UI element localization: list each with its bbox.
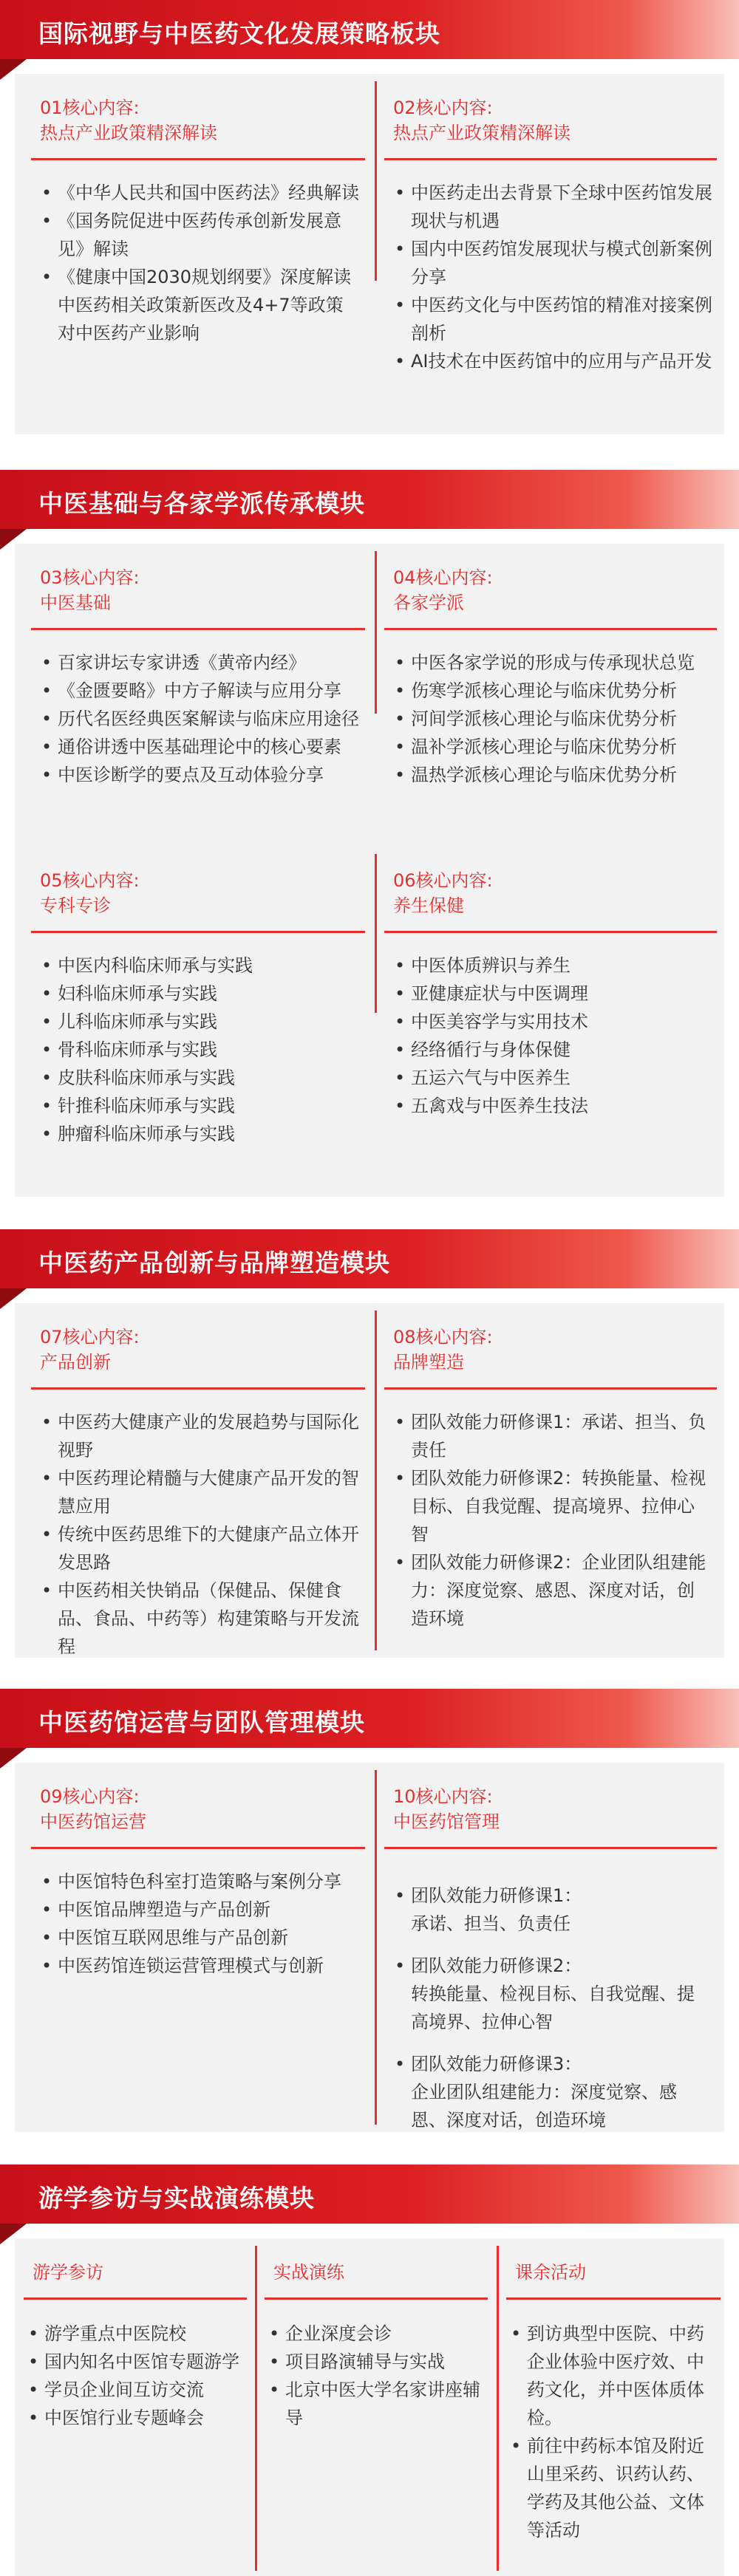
block-underline xyxy=(384,931,717,933)
list-item: • 游学重点中医院校 xyxy=(25,2320,247,2348)
block-underline xyxy=(506,2297,721,2300)
module-international-vision xyxy=(0,0,739,452)
block-number: 04核心内容: xyxy=(393,567,493,588)
module-header xyxy=(0,1689,739,1748)
list-item: • 河间学派核心理论与临床优势分析 xyxy=(392,705,717,733)
module-title: 中医基础与各家学派传承模块 xyxy=(38,489,365,518)
block-item-list xyxy=(38,1408,359,1661)
block-subtitle: 中医药馆管理 xyxy=(393,1811,500,1832)
list-item: • 《健康中国2030规划纲要》深度解读中医药相关政策新医改及4+7等政策对中医药产业影响 xyxy=(38,263,359,347)
block-number: 08核心内容: xyxy=(393,1327,493,1347)
list-item: • 儿科临床师承与实践 xyxy=(38,1008,359,1036)
block-subtitle: 热点产业政策精深解读 xyxy=(40,123,217,143)
block-subtitle: 产品创新 xyxy=(40,1352,111,1373)
block-number: 02核心内容: xyxy=(393,98,493,118)
list-item: • 五运六气与中医养生 xyxy=(392,1064,711,1092)
list-item: • 中医内科临床师承与实践 xyxy=(38,952,359,980)
block-subtitle: 品牌塑造 xyxy=(393,1352,464,1373)
block-underline xyxy=(31,628,365,630)
block-item-list xyxy=(508,2320,721,2544)
list-item: • 中医诊断学的要点及互动体验分享 xyxy=(38,761,362,789)
block-subtitle: 各家学派 xyxy=(393,592,464,613)
block-number: 10核心内容: xyxy=(393,1786,493,1807)
block-heading xyxy=(31,1311,365,1387)
list-item: • 团队效能力研修课3： 企业团队组建能力：深度觉察、感恩、深度对话，创造环境 xyxy=(392,2050,711,2134)
module-panel xyxy=(15,74,724,434)
block-subtitle: 中医基础 xyxy=(40,592,111,613)
block-item-list xyxy=(38,179,359,347)
block-underline xyxy=(384,158,717,160)
block-heading xyxy=(384,1311,717,1387)
list-item: • 企业深度会诊 xyxy=(266,2320,488,2348)
block-item-list xyxy=(392,1868,711,2148)
content-block-10 xyxy=(384,1770,717,2131)
block-item-list xyxy=(392,1408,711,1633)
list-item: • 伤寒学派核心理论与临床优势分析 xyxy=(392,677,717,705)
content-block-01 xyxy=(31,81,365,428)
list-item: • 团队效能力研修课1：承诺、担当、负责任 xyxy=(392,1408,711,1464)
block-number: 09核心内容: xyxy=(40,1786,140,1807)
block-number: 课余活动 xyxy=(515,2262,586,2283)
module-panel xyxy=(15,1303,724,1658)
content-block-07 xyxy=(31,1311,365,1657)
block-item-list xyxy=(392,649,717,789)
block-underline xyxy=(384,1387,717,1390)
block-item-list xyxy=(392,952,711,1120)
block-item-list xyxy=(25,2320,247,2432)
block-number: 游学参访 xyxy=(33,2262,103,2283)
block-item-list xyxy=(392,179,712,375)
block-heading xyxy=(384,854,717,931)
module-title: 游学参访与实战演练模块 xyxy=(38,2184,315,2213)
block-heading xyxy=(265,2246,488,2297)
block-number: 06核心内容: xyxy=(393,870,493,891)
list-item: • 五禽戏与中医养生技法 xyxy=(392,1092,711,1120)
block-heading xyxy=(384,1770,717,1847)
list-item: • 前往中药标本馆及附近山里采药、识药认药、学药及其他公益、文体等活动 xyxy=(508,2432,721,2544)
list-item: • 中医各家学说的形成与传承现状总览 xyxy=(392,649,717,677)
list-item: • 骨科临床师承与实践 xyxy=(38,1036,359,1064)
list-item: • 肿瘤科临床师承与实践 xyxy=(38,1120,359,1148)
column-divider xyxy=(375,1770,377,2125)
column-divider xyxy=(375,551,377,714)
list-item: • 中医馆品牌塑造与产品创新 xyxy=(38,1896,365,1924)
list-item: • AI技术在中医药馆中的应用与产品开发 xyxy=(392,347,712,375)
block-underline xyxy=(384,628,717,630)
block-number: 03核心内容: xyxy=(40,567,140,588)
list-item: • 温热学派核心理论与临床优势分析 xyxy=(392,761,717,789)
module-title: 中医药产品创新与品牌塑造模块 xyxy=(38,1248,390,1277)
list-item: • 通俗讲透中医基础理论中的核心要素 xyxy=(38,733,362,761)
list-item: • 学员企业间互访交流 xyxy=(25,2376,247,2404)
module-tcm-foundation xyxy=(0,470,739,1212)
list-item: • 中医药理论精髓与大健康产品开发的智慧应用 xyxy=(38,1464,359,1520)
module-study-tour xyxy=(0,2165,739,2576)
module-clinic-operations xyxy=(0,1689,739,2147)
list-item: • 妇科临床师承与实践 xyxy=(38,980,359,1008)
block-underline xyxy=(24,2297,247,2300)
module-title: 国际视野与中医药文化发展策略板块 xyxy=(38,19,440,48)
block-number: 07核心内容: xyxy=(40,1327,140,1347)
module-header xyxy=(0,0,739,59)
module-panel xyxy=(15,2238,724,2576)
block-heading xyxy=(384,81,717,158)
block-heading xyxy=(384,551,717,628)
block-heading xyxy=(31,81,365,158)
list-item: • 中医馆行业专题峰会 xyxy=(25,2404,247,2432)
content-block-09 xyxy=(31,1770,365,2125)
block-number: 实战演练 xyxy=(273,2262,344,2283)
column-divider xyxy=(255,2246,257,2571)
column-divider xyxy=(375,1311,377,1650)
list-item: • 中医美容学与实用技术 xyxy=(392,1008,711,1036)
block-number: 01核心内容: xyxy=(40,98,140,118)
list-item: • 百家讲坛专家讲透《黄帝内经》 xyxy=(38,649,362,677)
block-underline xyxy=(31,158,365,160)
block-subtitle: 专科专诊 xyxy=(40,895,111,916)
block-underline xyxy=(31,1847,365,1849)
module-header xyxy=(0,470,739,529)
content-block-02 xyxy=(384,81,717,428)
list-item: • 中医药走出去背景下全球中医药馆发展现状与机遇 xyxy=(392,179,712,235)
block-underline xyxy=(384,1847,717,1849)
block-heading xyxy=(506,2246,721,2297)
list-item: • 到访典型中医院、中药企业体验中医疗效、中药文化，并中医体质体检。 xyxy=(508,2320,721,2432)
block-underline xyxy=(31,931,365,933)
content-block-05 xyxy=(31,854,365,1186)
content-block-extracurricular xyxy=(506,2246,721,2571)
block-subtitle: 养生保健 xyxy=(393,895,464,916)
content-block-06 xyxy=(384,854,717,1186)
list-item: • 团队效能力研修课1： 承诺、担当、负责任 xyxy=(392,1882,711,1938)
block-heading xyxy=(31,854,365,931)
block-item-list xyxy=(38,952,359,1148)
list-item: • 团队效能力研修课2： 转换能量、检视目标、自我觉醒、提高境界、拉伸心智 xyxy=(392,1952,711,2036)
block-heading xyxy=(31,551,365,628)
block-underline xyxy=(265,2297,488,2300)
list-item: • 中医药文化与中医药馆的精准对接案例剖析 xyxy=(392,291,712,347)
list-item: • 亚健康症状与中医调理 xyxy=(392,980,711,1008)
module-title: 中医药馆运营与团队管理模块 xyxy=(38,1708,365,1737)
module-panel xyxy=(15,1763,724,2132)
list-item: • 经络循行与身体保健 xyxy=(392,1036,711,1064)
list-item: • 温补学派核心理论与临床优势分析 xyxy=(392,733,717,761)
block-subtitle: 中医药馆运营 xyxy=(40,1811,146,1832)
module-product-innovation xyxy=(0,1229,739,1671)
list-item: • 团队效能力研修课2：转换能量、检视目标、自我觉醒、提高境界、拉伸心智 xyxy=(392,1464,711,1548)
block-number: 05核心内容: xyxy=(40,870,140,891)
column-divider xyxy=(497,2246,499,2571)
list-item: • 中医药馆连锁运营管理模式与创新 xyxy=(38,1952,365,1980)
list-item: • 国内中医药馆发展现状与模式创新案例分享 xyxy=(392,235,712,291)
list-item: • 《金匮要略》中方子解读与应用分享 xyxy=(38,677,362,705)
list-item: • 《中华人民共和国中医药法》经典解读 xyxy=(38,179,359,207)
list-item: • 中医药大健康产业的发展趋势与国际化视野 xyxy=(38,1408,359,1464)
list-item: • 中医体质辨识与养生 xyxy=(392,952,711,980)
content-block-04 xyxy=(384,551,717,847)
module-panel xyxy=(15,544,724,1197)
block-item-list xyxy=(38,649,362,789)
list-item: • 团队效能力研修课2：企业团队组建能力：深度觉察、感恩、深度对话，创造环境 xyxy=(392,1548,711,1633)
block-item-list xyxy=(38,1868,365,1980)
list-item: • 针推科临床师承与实践 xyxy=(38,1092,359,1120)
column-divider xyxy=(375,81,377,281)
list-item: • 皮肤科临床师承与实践 xyxy=(38,1064,359,1092)
list-item: • 北京中医大学名家讲座辅导 xyxy=(266,2376,488,2432)
content-block-08 xyxy=(384,1311,717,1650)
block-subtitle: 热点产业政策精深解读 xyxy=(393,123,571,143)
column-divider xyxy=(375,854,377,1013)
block-item-list xyxy=(266,2320,488,2432)
block-heading xyxy=(31,1770,365,1847)
list-item: • 历代名医经典医案解读与临床应用途径 xyxy=(38,705,362,733)
list-item: • 中医馆特色科室打造策略与案例分享 xyxy=(38,1868,365,1896)
list-item: • 《国务院促进中医药传承创新发展意见》解读 xyxy=(38,207,359,263)
content-block-study-visit xyxy=(24,2246,247,2571)
content-block-03 xyxy=(31,551,365,847)
list-item: • 传统中医药思维下的大健康产品立体开发思路 xyxy=(38,1520,359,1576)
block-heading xyxy=(24,2246,247,2297)
block-underline xyxy=(31,1387,365,1390)
list-item: • 国内知名中医馆专题游学 xyxy=(25,2348,247,2376)
list-item: • 中医馆互联网思维与产品创新 xyxy=(38,1924,365,1952)
module-header xyxy=(0,2165,739,2224)
list-item: • 项目路演辅导与实战 xyxy=(266,2348,488,2376)
list-item: • 中医药相关快销品（保健品、保健食品、食品、中药等）构建策略与开发流程 xyxy=(38,1576,359,1661)
content-block-practice xyxy=(265,2246,488,2571)
module-header xyxy=(0,1229,739,1288)
